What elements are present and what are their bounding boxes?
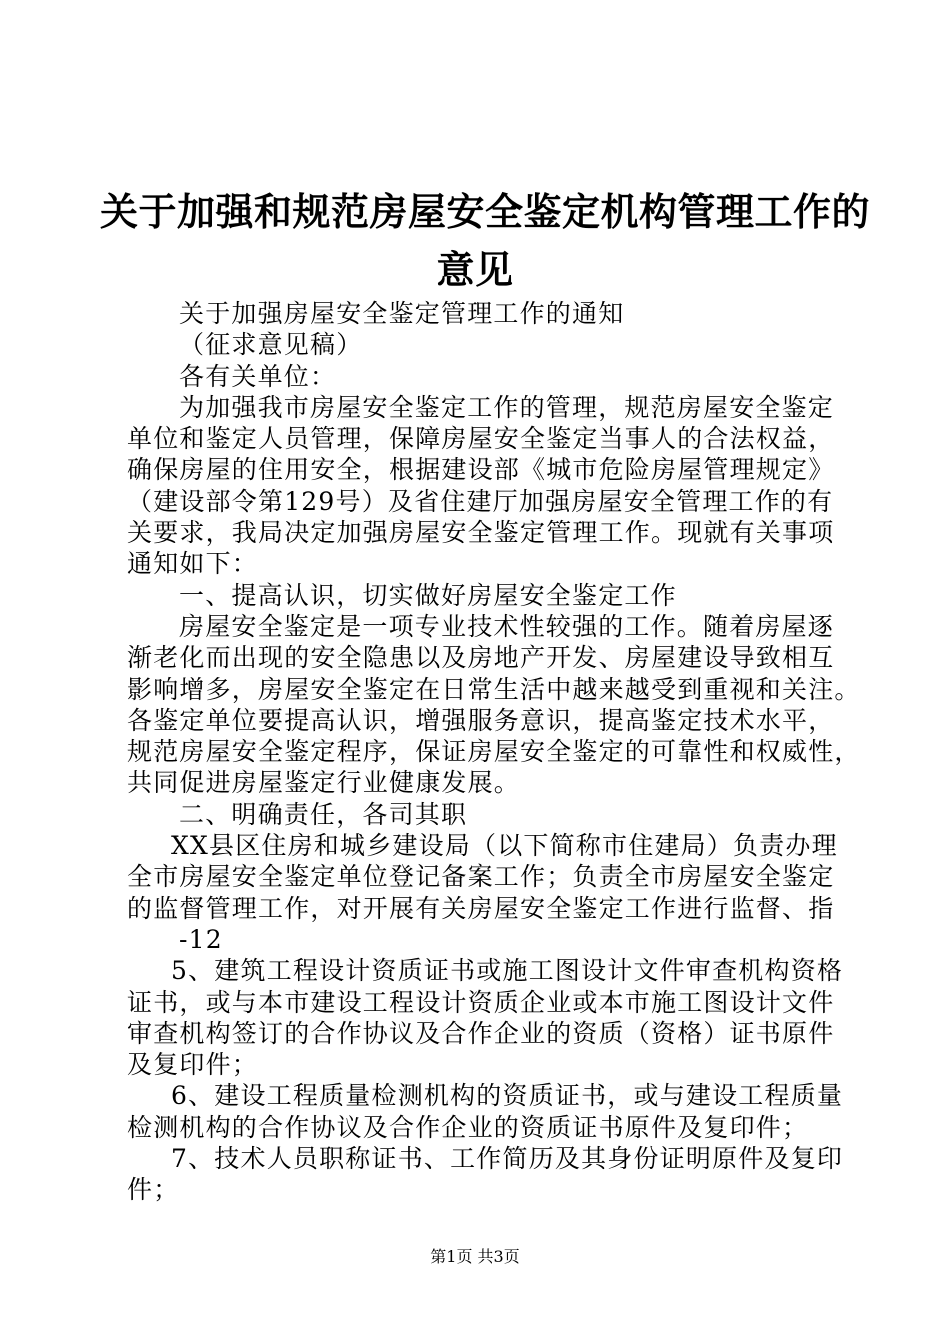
body-line: 单位和鉴定人员管理，保障房屋安全鉴定当事人的合法权益，	[127, 424, 835, 454]
body-line: 各鉴定单位要提高认识，增强服务意识，提高鉴定技术水平，	[127, 705, 835, 735]
document-title-line-2: 意见	[436, 248, 514, 292]
list-item-continued: 审查机构签订的合作协议及合作企业的资质（资格）证书原件	[127, 1018, 835, 1048]
page-marker: -12	[179, 924, 223, 954]
document-title-line-1: 关于加强和规范房屋安全鉴定机构管理工作的	[100, 190, 871, 234]
body-line: XX县区住房和城乡建设局（以下简称市住建局）负责办理	[171, 831, 838, 861]
list-item: 7、技术人员职称证书、工作简历及其身份证明原件及复印	[171, 1144, 844, 1174]
body-line: （征求意见稿）	[179, 330, 363, 360]
body-line: 关于加强房屋安全鉴定管理工作的通知	[179, 299, 625, 328]
section-heading: 一、提高认识，切实做好房屋安全鉴定工作	[179, 580, 677, 610]
body-line: 确保房屋的住用安全，根据建设部《城市危险房屋管理规定》	[127, 455, 835, 485]
body-line: 关要求，我局决定加强房屋安全鉴定管理工作。现就有关事项	[127, 518, 835, 548]
list-item-continued: 及复印件；	[127, 1050, 259, 1080]
list-item-continued: 检测机构的合作协议及合作企业的资质证书原件及复印件；	[127, 1112, 809, 1142]
body-line: 共同促进房屋鉴定行业健康发展。	[127, 768, 521, 798]
page-footer: 第1页 共3页	[430, 1247, 520, 1266]
body-line: 通知如下：	[127, 549, 259, 579]
list-item: 5、建筑工程设计资质证书或施工图设计文件审查机构资格	[171, 956, 844, 986]
body-line: 为加强我市房屋安全鉴定工作的管理，规范房屋安全鉴定	[179, 392, 835, 422]
body-line: 房屋安全鉴定是一项专业技术性较强的工作。随着房屋逐	[179, 611, 835, 641]
body-line: 规范房屋安全鉴定程序，保证房屋安全鉴定的可靠性和权威性，	[127, 737, 861, 767]
section-heading: 二、明确责任，各司其职	[179, 799, 468, 829]
body-line: 影响增多，房屋安全鉴定在日常生活中越来越受到重视和关注。	[127, 674, 861, 704]
body-line: 的监督管理工作，对开展有关房屋安全鉴定工作进行监督、指	[127, 893, 835, 923]
list-item: 6、建设工程质量检测机构的资质证书，或与建设工程质量	[171, 1081, 844, 1111]
document-body	[127, 298, 861, 1206]
list-item-continued: 件；	[127, 1175, 180, 1205]
list-item-continued: 证书，或与本市建设工程设计资质企业或本市施工图设计文件	[127, 987, 835, 1017]
body-line: 各有关单位：	[179, 361, 337, 391]
body-line: 渐老化而出现的安全隐患以及房地产开发、房屋建设导致相互	[127, 643, 835, 673]
body-line: 全市房屋安全鉴定单位登记备案工作；负责全市房屋安全鉴定	[127, 862, 835, 892]
body-line: （建设部令第129号）及省住建厅加强房屋安全管理工作的有	[127, 486, 834, 516]
